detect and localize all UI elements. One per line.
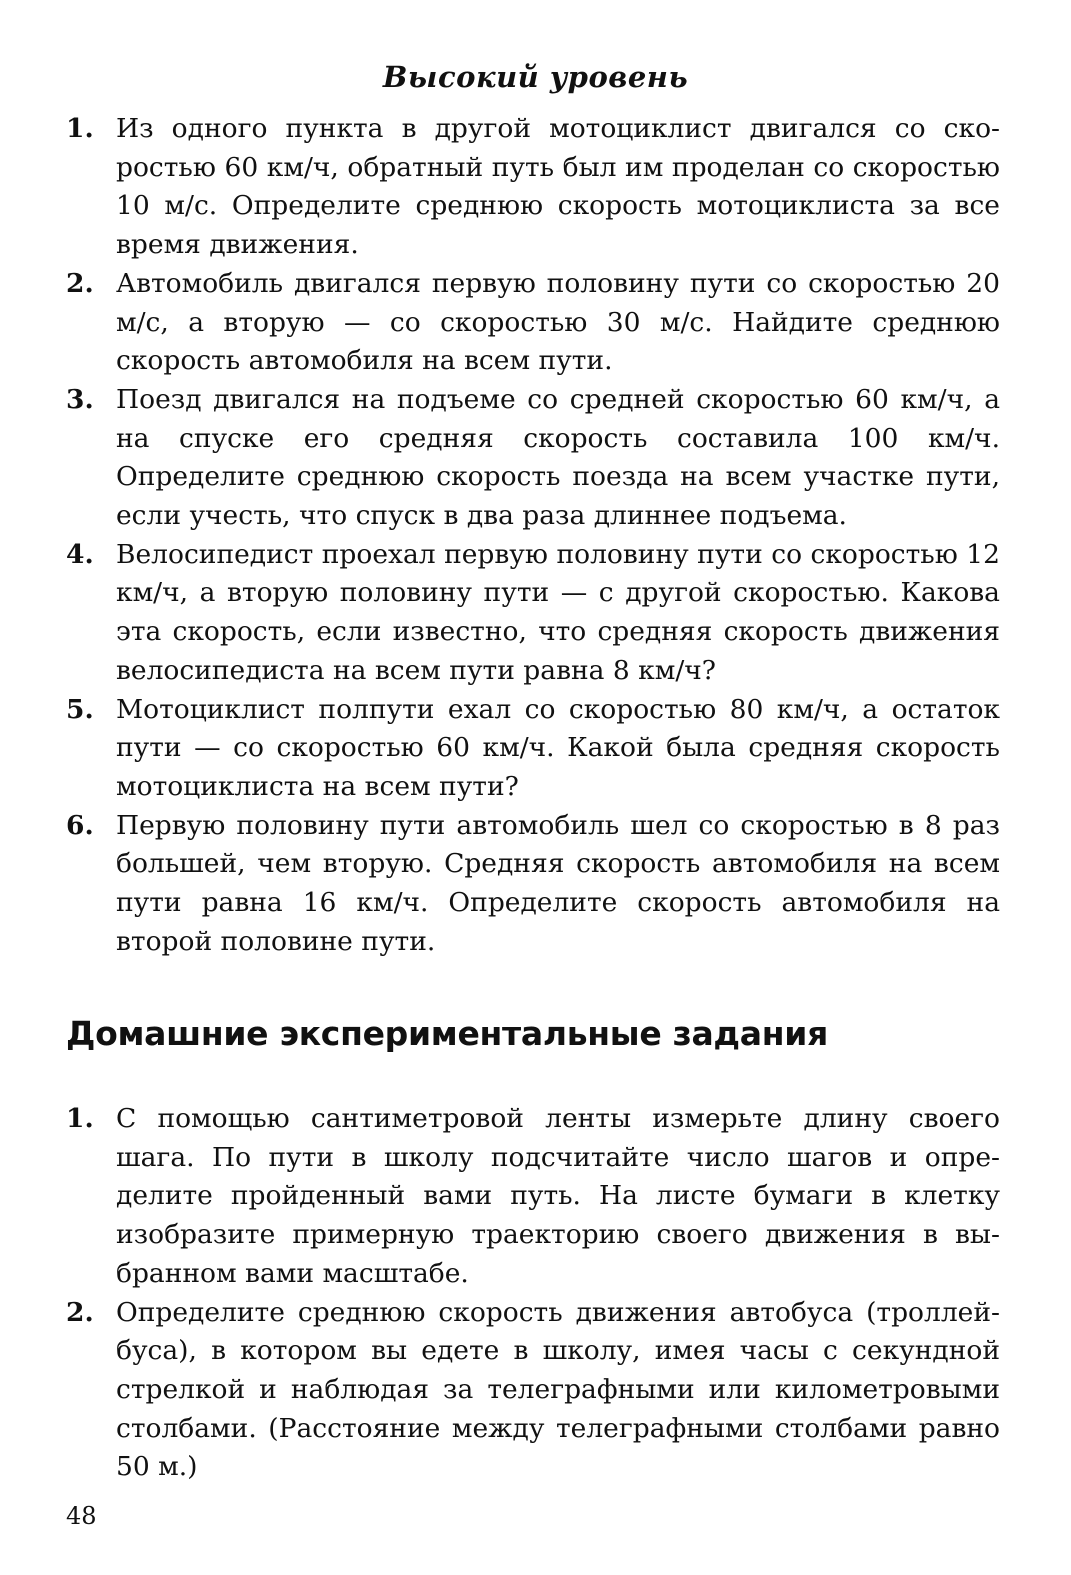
- task-number: 2.: [66, 1296, 94, 1328]
- task-item: [66, 536, 1000, 691]
- task-item: [66, 1294, 1000, 1488]
- task-item: [66, 807, 1000, 962]
- home-task-list: [66, 1100, 1000, 1487]
- task-number: 1.: [66, 1103, 94, 1134]
- task-text: Определите среднюю скорость движения автобуса (троллейбуса), в котором вы едете в школу, имея часы с секундной стрелкой и наблюдая за телеграфными или километровыми столбами. (Расстояние между телеграфными столбами равно 50 м.): [116, 1296, 1000, 1483]
- task-number: 4.: [66, 538, 94, 570]
- task-item: [66, 265, 1000, 381]
- page-number: 48: [66, 1502, 97, 1530]
- task-number: 1.: [66, 113, 94, 144]
- task-number: 6.: [66, 809, 94, 841]
- task-text: Мотоциклист полпути ехал со скоростью 80 км/ч, а остаток пути — со скоростью 60 км/ч. Какой была средняя скорость мотоциклиста на всем пути?: [116, 693, 1000, 802]
- high-level-task-list: [66, 110, 1000, 961]
- task-text: Велосипедист проехал первую половину пути со скоростью 12 км/ч, а вторую половину пути — с другой скоростью. Какова эта скорость, если известно, что средняя скорость движения велосипедиста на всем пути равна 8 км/ч?: [116, 538, 1000, 686]
- task-text: Первую половину пути автомобиль шел со скоростью в 8 раз большей, чем вторую. Средняя скорость автомобиля на всем пути равна 16 км/ч. Определите скорость автомобиля на второй половине пути.: [116, 809, 1000, 957]
- task-text: Поезд двигался на подъеме со средней скоростью 60 км/ч, а на спуске его средняя скорость составила 100 км/ч. Определите среднюю скорость поезда на всем участке пути, если учесть, что спуск в два раза длиннее подъема.: [116, 383, 1000, 532]
- task-number: 2.: [66, 267, 94, 299]
- task-number: 5.: [66, 693, 94, 725]
- task-item: [66, 691, 1000, 807]
- task-item: [66, 110, 1000, 265]
- task-text: Автомобиль двигался первую половину пути со скоростью 20 м/с, а вторую — со скоростью 30 м/с. Найдите среднюю скорость автомобиля на всем пути.: [116, 267, 1000, 377]
- task-text: Из одного пункта в другой мотоциклист двигался со скоростью 60 км/ч, обратный путь был им проделан со скоростью 10 м/с. Определите среднюю скорость мотоциклиста за все время движения.: [116, 113, 1000, 261]
- task-number: 3.: [66, 383, 94, 415]
- task-item: [66, 381, 1000, 536]
- task-text: С помощью сантиметровой ленты измерьте длину своего шага. По пути в школу подсчитайте число шагов и определите пройденный вами путь. На листе бумаги в клетку изобразите примерную траекторию своего движения в выбранном вами масштабе.: [116, 1103, 1000, 1289]
- level-heading: Высокий уровень: [382, 60, 689, 94]
- section-title: Домашние экспериментальные задания: [66, 1014, 828, 1053]
- task-item: [66, 1100, 1000, 1294]
